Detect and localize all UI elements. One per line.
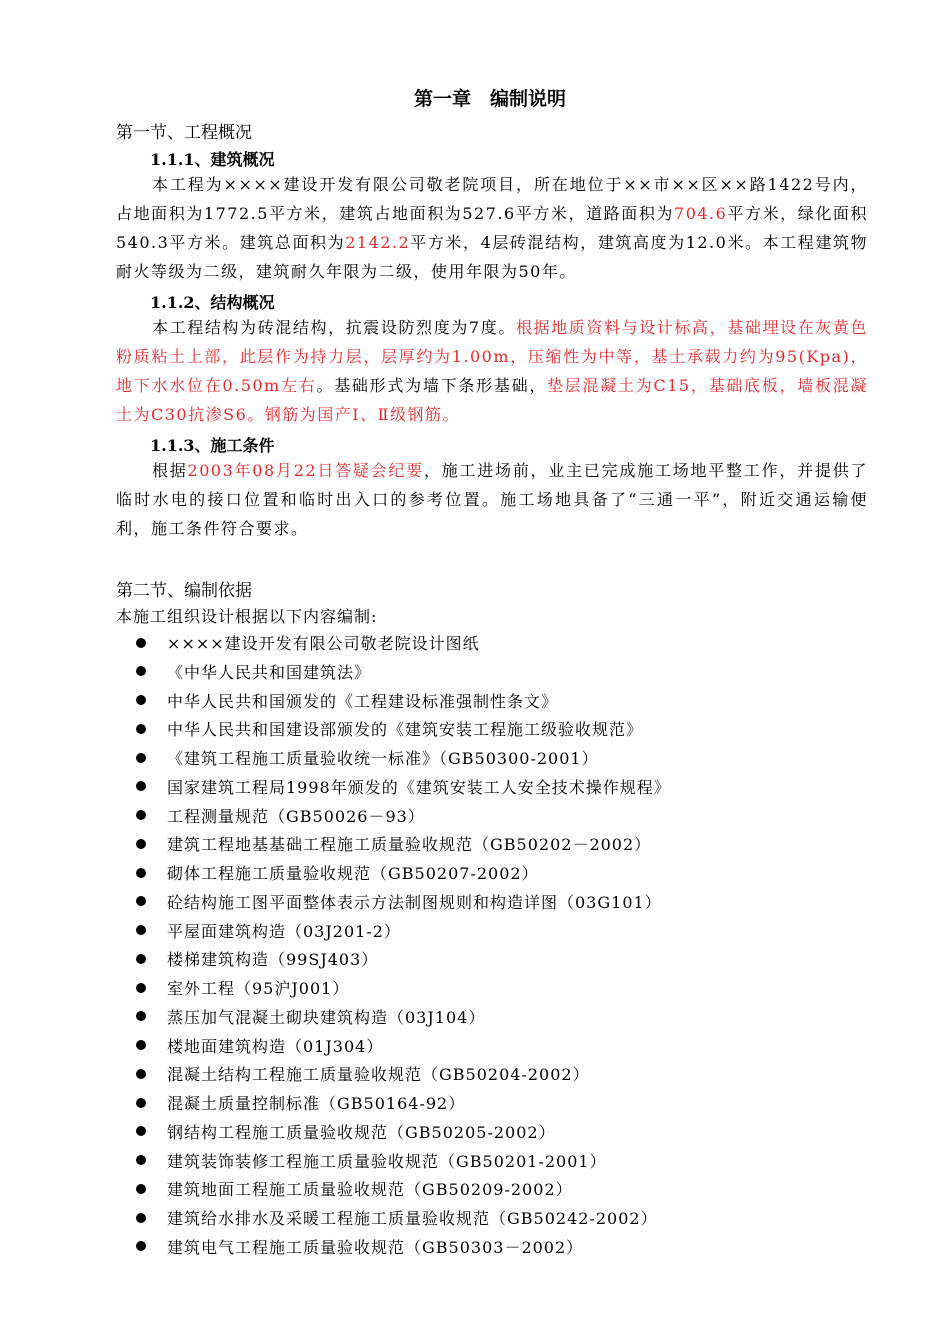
bullet-icon [136, 666, 146, 676]
list-item: 中华人民共和国颁发的《工程建设标准强制性条文》 [116, 688, 671, 717]
bullet-icon [136, 983, 146, 993]
list-item: 砼结构施工图平面整体表示方法制图规则和构造详图（03G101） [116, 889, 671, 918]
bullet-icon [136, 1040, 146, 1050]
bullet-icon [136, 1126, 146, 1136]
bullet-icon [136, 1241, 146, 1251]
list-item: ××××建设开发有限公司敬老院设计图纸 [116, 630, 671, 659]
list-item: 建筑给水排水及采暖工程施工质量验收规范（GB50242-2002） [116, 1205, 671, 1234]
paragraph-structure-overview: 本工程结构为砖混结构，抗震设防烈度为7度。根据地质资料与设计标高，基础埋设在灰黄色粉质粘土上部，此层作为持力层，层厚约为1.00m，压缩性为中等，基土承载力约为95(Kpa)，地下水水位在0.50m左右。基础形式为墙下条形基础，垫层混凝土为C15，基础底板，墙板混凝土为C30抗渗S6。钢筋为国产Ⅰ、Ⅱ级钢筋。 [116, 318, 868, 424]
list-item: 钢结构工程施工质量验收规范（GB50205-2002） [116, 1119, 671, 1148]
subsection-heading-conditions: 1.1.3、施工条件 [150, 436, 275, 455]
bullet-icon [136, 1184, 146, 1194]
subsection-heading-building: 1.1.1、建筑概况 [150, 150, 275, 169]
bullet-icon [136, 1098, 146, 1108]
bullet-icon [136, 810, 146, 820]
bullet-icon [136, 868, 146, 878]
list-item: 建筑工程地基基础工程施工质量验收规范（GB50202－2002） [116, 831, 671, 860]
list-item: 楼梯建筑构造（99SJ403） [116, 946, 671, 975]
paragraph-construction-conditions: 根据2003年08月22日答疑会纪要，施工进场前，业主已完成施工场地平整工作，并提供了临时水电的接口位置和临时出入口的参考位置。施工场地具备了“三通一平”，附近交通运输便利，施工条件符合要求。 [116, 461, 868, 538]
list-item: 建筑装饰装修工程施工质量验收规范（GB50201-2001） [116, 1148, 671, 1177]
paragraph-building-overview: 本工程为××××建设开发有限公司敬老院项目，所在地位于××市××区××路1422号内，占地面积为1772.5平方米，建筑占地面积为527.6平方米，道路面积为704.6平方米，绿化面积540.3平方米。建筑总面积为2142.2平方米，4层砖混结构，建筑高度为12.0米。本工程建筑物耐火等级为二级，建筑耐久年限为二级，使用年限为50年。 [116, 175, 869, 281]
section-heading-basis: 第二节、编制依据 [116, 581, 252, 601]
bullet-icon [136, 695, 146, 705]
subsection-heading-structure: 1.1.2、结构概况 [150, 293, 275, 312]
bullet-icon [136, 839, 146, 849]
reference-list [116, 630, 671, 1263]
bullet-icon [136, 925, 146, 935]
bullet-icon [136, 724, 146, 734]
bullet-icon [136, 1213, 146, 1223]
list-item: 混凝土结构工程施工质量验收规范（GB50204-2002） [116, 1061, 671, 1090]
list-item: 室外工程（95沪J001） [116, 975, 671, 1004]
basis-intro: 本施工组织设计根据以下内容编制: [116, 607, 378, 626]
list-item: 国家建筑工程局1998年颁发的《建筑安装工人安全技术操作规程》 [116, 774, 671, 803]
bullet-icon [136, 954, 146, 964]
bullet-icon [136, 781, 146, 791]
bullet-icon [136, 1069, 146, 1079]
list-item: 蒸压加气混凝土砌块建筑构造（03J104） [116, 1004, 671, 1033]
list-item: 建筑地面工程施工质量验收规范（GB50209-2002） [116, 1176, 671, 1205]
section-heading-overview: 第一节、工程概况 [116, 123, 252, 143]
list-item: 建筑电气工程施工质量验收规范（GB50303－2002） [116, 1234, 671, 1263]
list-item: 混凝土质量控制标准（GB50164-92） [116, 1090, 671, 1119]
bullet-icon [136, 753, 146, 763]
list-item: 砌体工程施工质量验收规范（GB50207-2002） [116, 860, 671, 889]
bullet-icon [136, 638, 146, 648]
list-item: 平屋面建筑构造（03J201-2） [116, 918, 671, 947]
bullet-icon [136, 1011, 146, 1021]
chapter-title: 第一章 编制说明 [413, 88, 566, 110]
list-item: 《中华人民共和国建筑法》 [116, 659, 671, 688]
list-item: 《建筑工程施工质量验收统一标准》（GB50300-2001） [116, 745, 671, 774]
list-item: 楼地面建筑构造（01J304） [116, 1033, 671, 1062]
list-item: 中华人民共和国建设部颁发的《建筑安装工程施工级验收规范》 [116, 716, 671, 745]
list-item: 工程测量规范（GB50026－93） [116, 803, 671, 832]
bullet-icon [136, 896, 146, 906]
bullet-icon [136, 1155, 146, 1165]
